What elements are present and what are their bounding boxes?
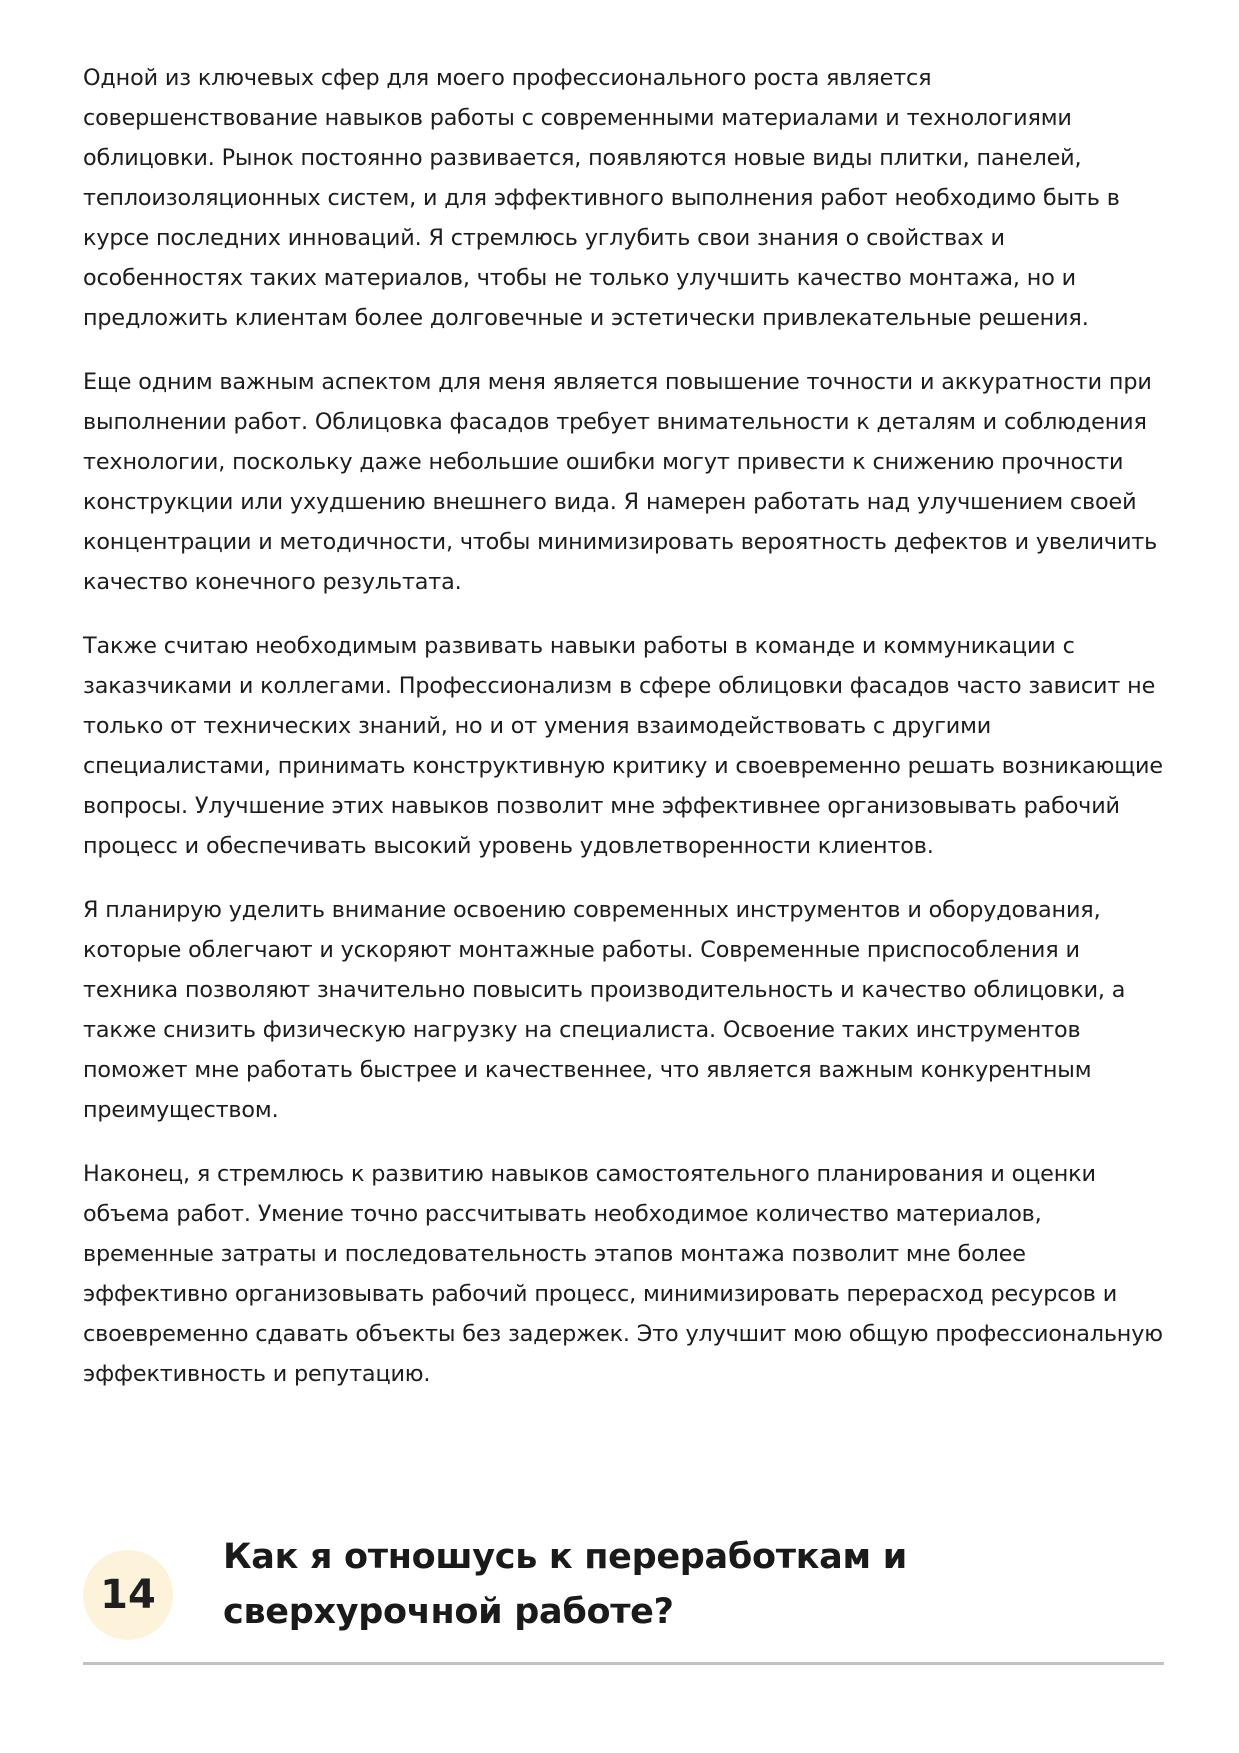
document-body (83, 58, 1163, 1418)
paragraph-planning: Наконец, я стремлюсь к развитию навыков самостоятельного планирования и оценки объема работ. Умение точно рассчитывать необходимое количество материалов, временные затраты и последовательность этапов монтажа позволит мне более эффективно организовывать рабочий процесс, минимизировать перерасход ресурсов и своевременно сдавать объекты без задержек. Это улучшит мою общую профессиональную эффективность и репутацию. (83, 1161, 1163, 1387)
paragraph-teamwork: Также считаю необходимым развивать навыки работы в команде и коммуникации с заказчиками и коллегами. Профессионализм в сфере облицовки фасадов часто зависит не только от технических знаний, но и от умения взаимодействовать с другими специалистами, принимать конструктивную критику и своевременно решать возникающие вопросы. Улучшение этих навыков позволит мне эффективнее организовывать рабочий процесс и обеспечивать высокий уровень удовлетворенности клиентов. (83, 633, 1163, 859)
section-number-badge: 14 (83, 1550, 173, 1640)
paragraph-materials: Одной из ключевых сфер для моего профессионального роста является совершенствование навыков работы с современными материалами и технологиями облицовки. Рынок постоянно развивается, появляются новые виды плитки, панелей, теплоизоляционных систем, и для эффективного выполнения работ необходимо быть в курсе последних инноваций. Я стремлюсь углубить свои знания о свойствах и особенностях таких материалов, чтобы не только улучшить качество монтажа, но и предложить клиентам более долговечные и эстетически привлекательные решения. (83, 65, 1120, 331)
section-heading (83, 1530, 1164, 1665)
paragraph-precision: Еще одним важным аспектом для меня является повышение точности и аккуратности при выполнении работ. Облицовка фасадов требует внимательности к деталям и соблюдения технологии, поскольку даже небольшие ошибки могут привести к снижению прочности конструкции или ухудшению внешнего вида. Я намерен работать над улучшением своей концентрации и методичности, чтобы минимизировать вероятность дефектов и увеличить качество конечного результата. (83, 369, 1158, 595)
paragraph-tools: Я планирую уделить внимание освоению современных инструментов и оборудования, которые облегчают и ускоряют монтажные работы. Современные приспособления и техника позволяют значительно повысить производительность и качество облицовки, а также снизить физическую нагрузку на специалиста. Освоение таких инструментов поможет мне работать быстрее и качественнее, что является важным конкурентным преимуществом. (83, 897, 1126, 1123)
section-title: Как я отношусь к переработкам и сверхурочной работе? (223, 1537, 907, 1632)
